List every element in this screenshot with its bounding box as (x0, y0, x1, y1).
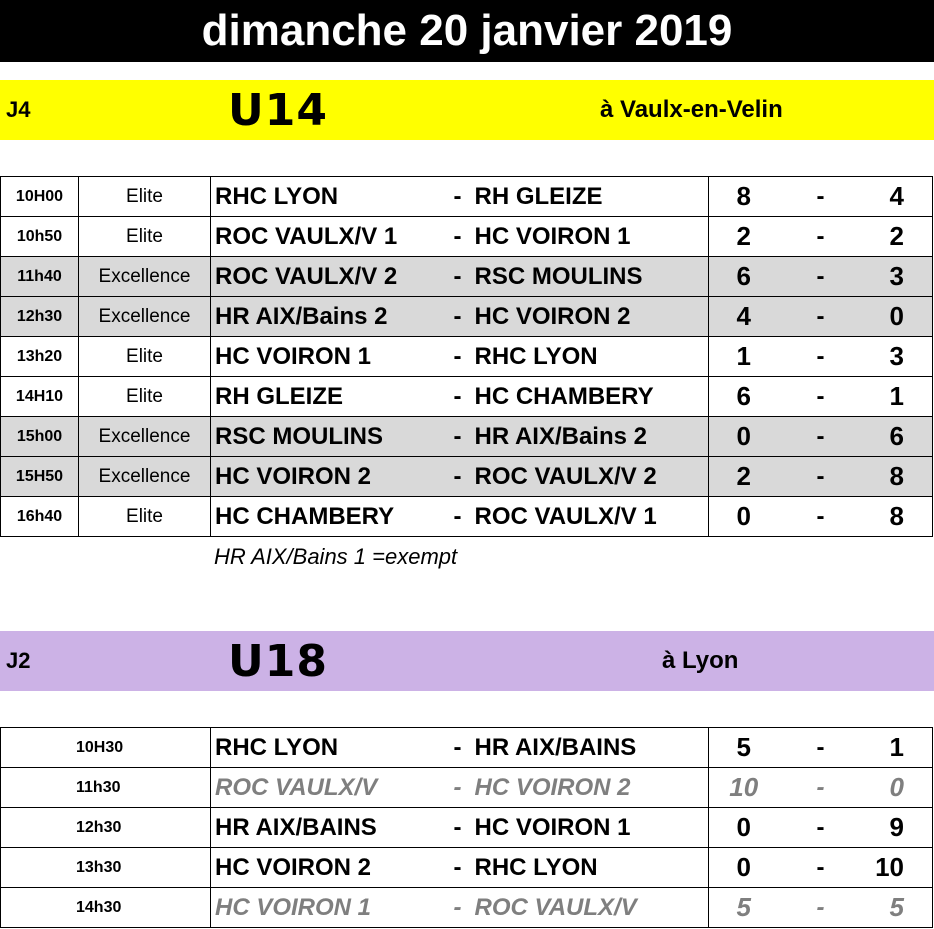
game-time: 16h40 (1, 497, 79, 537)
home-score: 0 (709, 848, 779, 888)
away-score: 3 (863, 337, 933, 377)
away-score: 10 (863, 848, 933, 888)
game-division: Elite (79, 177, 211, 217)
teams-separator: - (443, 417, 473, 457)
game-time: 10h50 (1, 217, 79, 257)
home-team: ROC VAULX/V (211, 768, 443, 808)
away-team: HC VOIRON 2 (473, 297, 709, 337)
teams-separator: - (443, 808, 473, 848)
game-time: 14H10 (1, 377, 79, 417)
game-division: Elite (79, 337, 211, 377)
away-score: 8 (863, 497, 933, 537)
home-score: 2 (709, 217, 779, 257)
u14-header-band (0, 80, 934, 140)
teams-separator: - (443, 457, 473, 497)
game-division: Elite (79, 377, 211, 417)
away-score: 3 (863, 257, 933, 297)
home-score: 6 (709, 257, 779, 297)
game-time: 15h00 (1, 417, 79, 457)
game-time: 11h30 (1, 768, 211, 808)
table-row (1, 177, 933, 217)
home-team: RHC LYON (211, 177, 443, 217)
home-team: HR AIX/Bains 2 (211, 297, 443, 337)
game-time: 10H00 (1, 177, 79, 217)
table-row (1, 457, 933, 497)
teams-separator: - (443, 888, 473, 928)
home-score: 0 (709, 808, 779, 848)
away-team: HR AIX/BAINS (473, 728, 709, 768)
home-score: 5 (709, 888, 779, 928)
u18-round: J2 (6, 648, 31, 673)
table-row (1, 497, 933, 537)
table-row (1, 297, 933, 337)
home-team: HC CHAMBERY (211, 497, 443, 537)
teams-separator: - (443, 257, 473, 297)
away-team: HR AIX/Bains 2 (473, 417, 709, 457)
u18-category: U18 (228, 636, 328, 687)
home-team: HC VOIRON 2 (211, 848, 443, 888)
away-team: HC VOIRON 1 (473, 808, 709, 848)
score-separator: - (779, 377, 863, 417)
away-score: 4 (863, 177, 933, 217)
home-score: 0 (709, 417, 779, 457)
home-score: 2 (709, 457, 779, 497)
game-time: 13h30 (1, 848, 211, 888)
score-separator: - (779, 888, 863, 928)
away-score: 0 (863, 297, 933, 337)
score-separator: - (779, 497, 863, 537)
away-team: RH GLEIZE (473, 177, 709, 217)
score-separator: - (779, 217, 863, 257)
away-team: ROC VAULX/V 1 (473, 497, 709, 537)
teams-separator: - (443, 297, 473, 337)
teams-separator: - (443, 217, 473, 257)
game-time: 12h30 (1, 808, 211, 848)
game-division: Excellence (79, 457, 211, 497)
score-separator: - (779, 848, 863, 888)
away-score: 8 (863, 457, 933, 497)
home-team: RH GLEIZE (211, 377, 443, 417)
game-division: Elite (79, 217, 211, 257)
home-score: 8 (709, 177, 779, 217)
home-score: 10 (709, 768, 779, 808)
u18-venue: à Lyon (662, 647, 739, 674)
away-score: 2 (863, 217, 933, 257)
u14-category: U14 (228, 85, 328, 136)
score-separator: - (779, 257, 863, 297)
home-score: 4 (709, 297, 779, 337)
u18-games-table (0, 727, 933, 928)
u14-round: J4 (6, 97, 31, 122)
teams-separator: - (443, 377, 473, 417)
teams-separator: - (443, 728, 473, 768)
u18-header-band (0, 631, 934, 691)
away-score: 1 (863, 377, 933, 417)
teams-separator: - (443, 337, 473, 377)
home-team: RSC MOULINS (211, 417, 443, 457)
score-separator: - (779, 728, 863, 768)
game-time: 13h20 (1, 337, 79, 377)
home-team: ROC VAULX/V 2 (211, 257, 443, 297)
table-row (1, 257, 933, 297)
table-row (1, 768, 933, 808)
game-time: 11h40 (1, 257, 79, 297)
table-row (1, 417, 933, 457)
table-row (1, 337, 933, 377)
away-score: 1 (863, 728, 933, 768)
away-team: ROC VAULX/V (473, 888, 709, 928)
score-separator: - (779, 297, 863, 337)
score-separator: - (779, 808, 863, 848)
teams-separator: - (443, 848, 473, 888)
game-division: Excellence (79, 297, 211, 337)
home-team: HC VOIRON 1 (211, 888, 443, 928)
teams-separator: - (443, 177, 473, 217)
table-row (1, 808, 933, 848)
score-separator: - (779, 457, 863, 497)
table-row (1, 728, 933, 768)
score-separator: - (779, 177, 863, 217)
home-team: HR AIX/BAINS (211, 808, 443, 848)
away-score: 5 (863, 888, 933, 928)
score-separator: - (779, 337, 863, 377)
page-title: dimanche 20 janvier 2019 (0, 0, 934, 62)
game-time: 14h30 (1, 888, 211, 928)
home-score: 5 (709, 728, 779, 768)
home-score: 1 (709, 337, 779, 377)
away-score: 9 (863, 808, 933, 848)
away-team: HC VOIRON 2 (473, 768, 709, 808)
table-row (1, 217, 933, 257)
away-team: HC VOIRON 1 (473, 217, 709, 257)
away-team: ROC VAULX/V 2 (473, 457, 709, 497)
game-time: 10H30 (1, 728, 211, 768)
game-time: 12h30 (1, 297, 79, 337)
away-team: RSC MOULINS (473, 257, 709, 297)
u14-games-table (0, 176, 933, 537)
home-team: ROC VAULX/V 1 (211, 217, 443, 257)
table-row (1, 848, 933, 888)
score-separator: - (779, 768, 863, 808)
home-team: RHC LYON (211, 728, 443, 768)
away-team: RHC LYON (473, 848, 709, 888)
game-time: 15H50 (1, 457, 79, 497)
game-division: Elite (79, 497, 211, 537)
home-team: HC VOIRON 1 (211, 337, 443, 377)
game-division: Excellence (79, 417, 211, 457)
teams-separator: - (443, 768, 473, 808)
away-team: RHC LYON (473, 337, 709, 377)
game-division: Excellence (79, 257, 211, 297)
away-score: 0 (863, 768, 933, 808)
u14-venue: à Vaulx-en-Velin (600, 96, 783, 123)
table-row (1, 888, 933, 928)
table-row (1, 377, 933, 417)
away-team: HC CHAMBERY (473, 377, 709, 417)
home-score: 0 (709, 497, 779, 537)
home-team: HC VOIRON 2 (211, 457, 443, 497)
score-separator: - (779, 417, 863, 457)
home-score: 6 (709, 377, 779, 417)
bye-note: HR AIX/Bains 1 =exempt (214, 544, 458, 569)
away-score: 6 (863, 417, 933, 457)
teams-separator: - (443, 497, 473, 537)
